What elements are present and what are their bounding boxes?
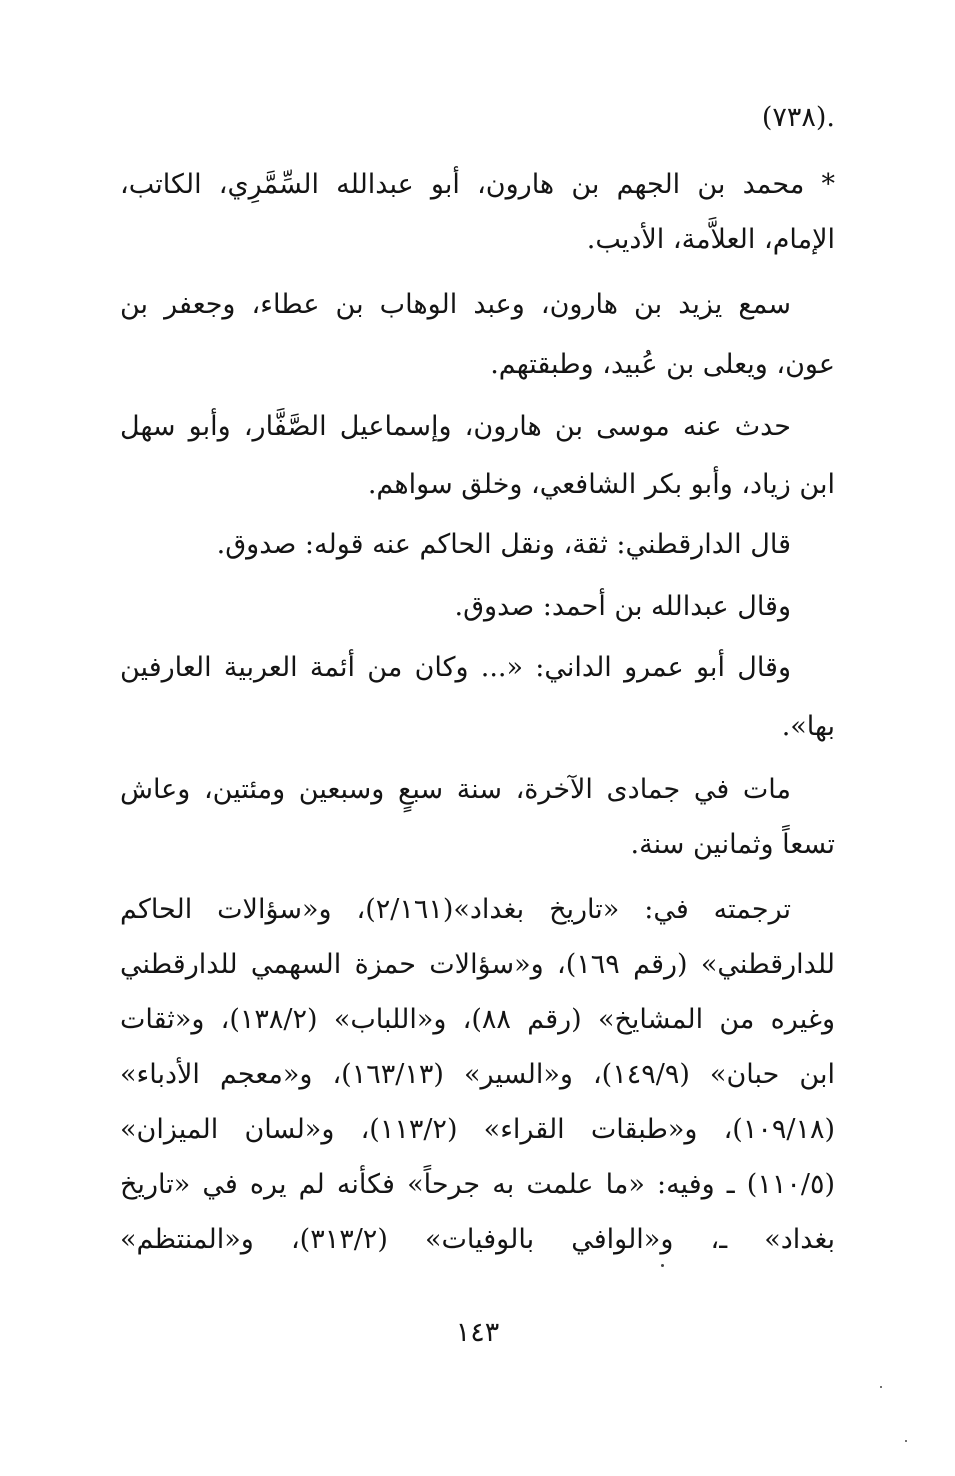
sources-line-6: (١١٠/٥) ـ وفيه: «ما علمت به جرحاً» فكأنه لم يره في «تاريخ	[120, 1169, 835, 1200]
sources-line-7: بغداد» ـ، و«الوافي بالوفيات» (٣١٣/٢)، و«المنتظم»	[120, 1224, 835, 1255]
entry-heading-line-1: * محمد بن الجهم بن هارون، أبو عبدالله السِّمَّرِي، الكاتب،	[120, 169, 835, 200]
paragraph-abdullah: وقال عبدالله بن أحمد: صدوق.	[454, 591, 791, 622]
paragraph-dani-line-2: بها».	[781, 711, 835, 742]
sources-line-2: للدارقطني» (رقم ١٦٩)، و«سؤالات حمزة السهمي للدارقطني	[120, 949, 835, 980]
scan-speck	[905, 1440, 907, 1442]
sources-line-3: وغيره من المشايخ» (رقم ٨٨)، و«اللباب» (١٣٨/٢)، و«ثقات	[120, 1004, 835, 1035]
sources-line-4: ابن حبان» (١٤٩/٩)، و«السير» (١٦٣/١٣)، و«معجم الأدباء»	[120, 1059, 835, 1090]
sources-line-5: (١٠٩/١٨)، و«طبقات القراء» (١١٣/٢)، و«لسان الميزان»	[120, 1114, 835, 1145]
sources-line-1: ترجمته في: «تاريخ بغداد»(٢/١٦١)، و«سؤالات الحاكم	[120, 894, 791, 925]
paragraph-heard-from-line-2: عون، ويعلى بن عُبيد، وطبقتهم.	[490, 349, 835, 380]
entry-heading-line-2: الإمام، العلاَّمة، الأديب.	[586, 224, 835, 255]
paragraph-narrated-by-line-2: ابن زياد، وأبو بكر الشافعي، وخلق سواهم.	[367, 469, 835, 500]
footnote-continuation: .(٧٣٨)	[761, 102, 835, 133]
paragraph-heard-from-line-1: سمع يزيد بن هارون، وعبد الوهاب بن عطاء، وجعفر بن	[120, 289, 791, 320]
paragraph-daraqutni: قال الدارقطني: ثقة، ونقل الحاكم عنه قوله: صدوق.	[216, 529, 791, 560]
page-number: ١٤٣	[455, 1317, 500, 1348]
paragraph-dani-line-1: وقال أبو عمرو الداني: «... وكان من أئمة العربية العارفين	[120, 652, 791, 683]
scan-speck	[661, 1264, 664, 1267]
scan-speck	[880, 1386, 882, 1388]
paragraph-death-line-1: مات في جمادى الآخرة، سنة سبعٍ وسبعين ومئتين، وعاش	[120, 774, 791, 805]
paragraph-death-line-2: تسعاً وثمانين سنة.	[630, 829, 835, 860]
paragraph-narrated-by-line-1: حدث عنه موسى بن هارون، وإسماعيل الصَّفَّار، وأبو سهل	[120, 411, 791, 442]
